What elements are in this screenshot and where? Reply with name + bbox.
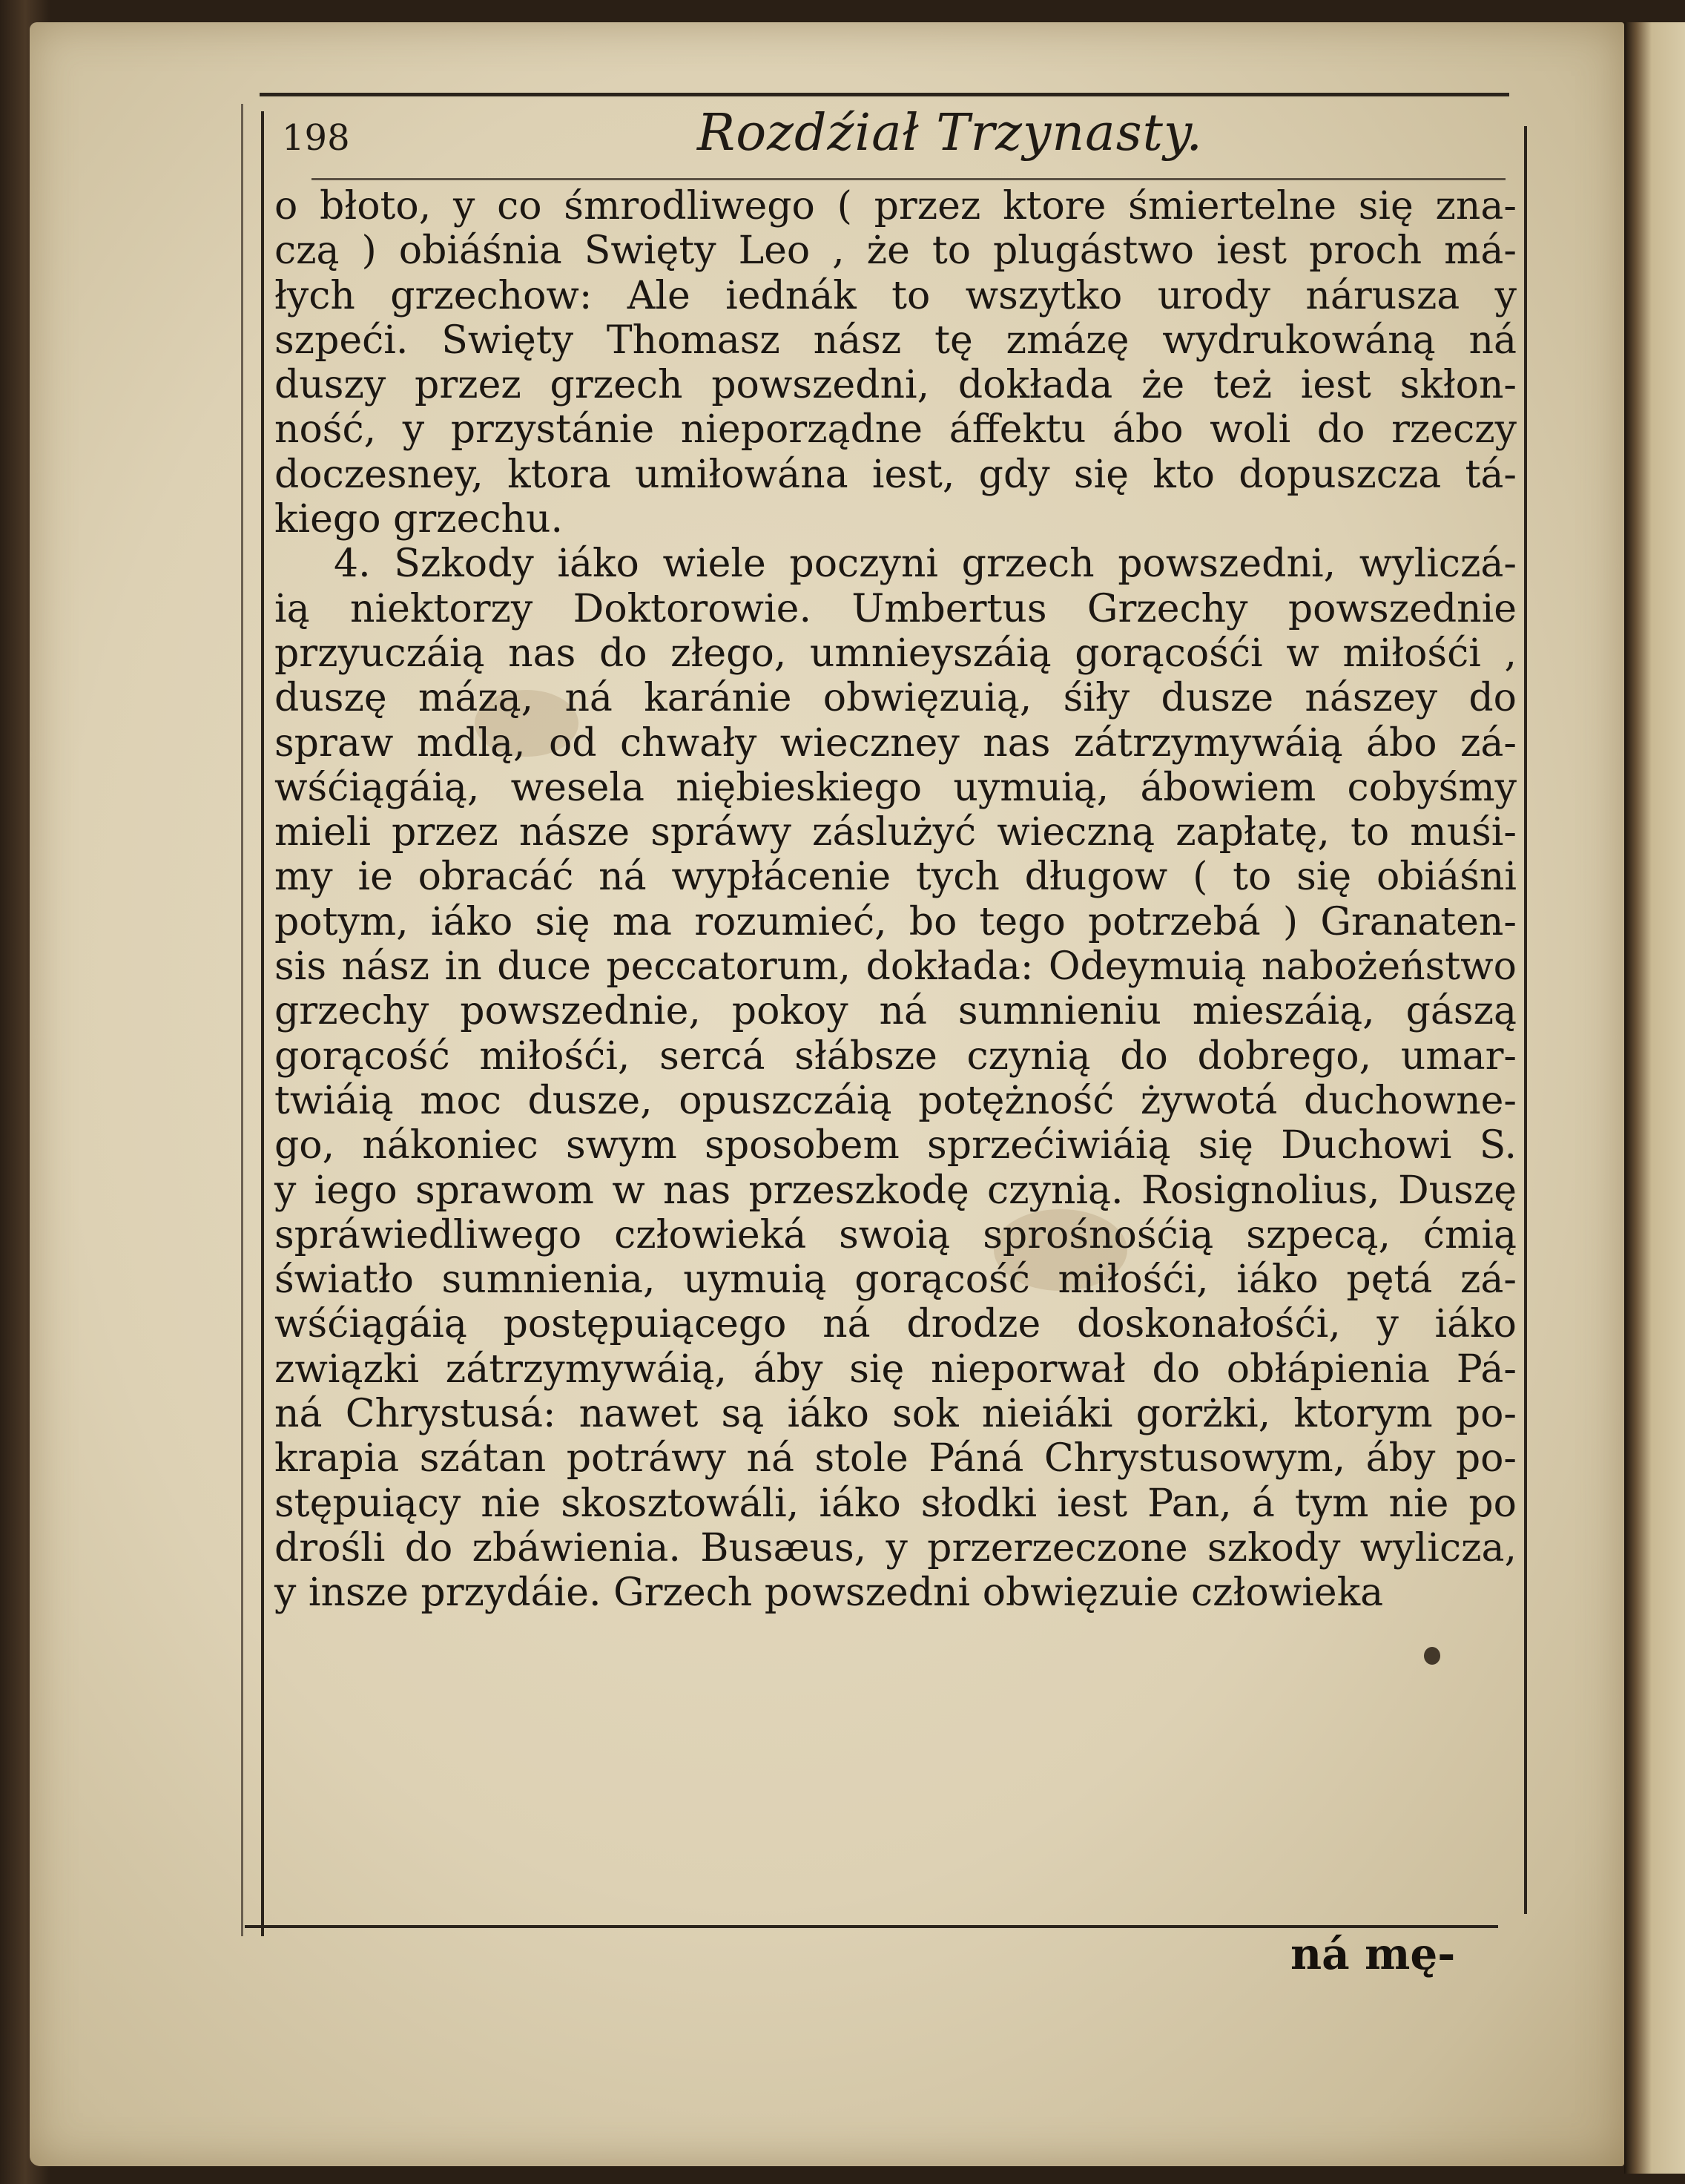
text-line: duszy przez grzech powszedni, dokłada że też iest skłon- — [274, 363, 1517, 408]
bottom-rule — [245, 1925, 1498, 1928]
ink-spot — [1424, 1647, 1440, 1665]
text-line: gorącość miłośći, sercá słábsze czynią do dobrego, umar- — [274, 1033, 1517, 1079]
body-text — [274, 184, 1517, 1616]
text-line: przyuczáią nas do złego, umnieyszáią gorącośći w miłośći , — [274, 631, 1517, 676]
text-line: my ie obracáć ná wypłácenie tych długow ( to się obiáśni — [274, 855, 1517, 900]
page-header — [282, 104, 1513, 178]
text-line: czą ) obiáśnia Swięty Leo , że to plugástwo iest proch má- — [274, 228, 1517, 274]
page-number: 198 — [282, 117, 350, 159]
left-rule — [261, 111, 264, 1936]
text-line: ność, y przystánie nieporządne áffektu ábo woli do rzeczy — [274, 407, 1517, 453]
text-line: drośli do zbáwienia. Busæus, y przerzeczone szkody wylicza, — [274, 1525, 1517, 1570]
text-line: kiego grzechu. — [274, 497, 563, 542]
right-rule — [1524, 126, 1527, 1914]
text-line: wśćiągáią, wesela niębieskiego uymuią, ábowiem cobyśmy — [274, 765, 1517, 810]
text-line: stępuiący nie skosztowáli, iáko słodki iest Pan, á tym nie po — [274, 1481, 1517, 1526]
text-line: ią niektorzy Doktorowie. Umbertus Grzechy powszednie — [274, 586, 1517, 631]
text-line: duszę mázą, ná karánie obwięzuią, śiły dusze nászey do — [274, 676, 1517, 721]
text-line: twiáią moc dusze, opuszczáią potężność żywotá duchowne- — [274, 1078, 1517, 1123]
text-line: sis nász in duce peccatorum, dokłada: Odeymuią nabożeństwo — [274, 944, 1517, 990]
text-line: ná Chrystusá: nawet są iáko sok nieiáki gorżki, ktorym po- — [274, 1392, 1517, 1437]
catchword: ná mę- — [1290, 1929, 1456, 1979]
next-page-edge — [1624, 22, 1685, 2174]
text-line: go, nákoniec swym sposobem sprzećiwiáią się Duchowi S. — [274, 1123, 1517, 1168]
text-line: y iego sprawom w nas przeszkodę czynią. Rosignolius, Duszę — [274, 1168, 1517, 1213]
text-line: łych grzechow: Ale iednák to wszytko urody nárusza y — [274, 273, 1517, 318]
text-line: spráwiedliwego człowieká swoią sprośnośćią szpecą, ćmią — [274, 1212, 1517, 1257]
text-line: mieli przez násze spráwy záslużyć wieczną zapłatę, to muśi- — [274, 810, 1517, 855]
header-rule — [311, 178, 1506, 180]
text-line: o błoto, y co śmrodliwego ( przez ktore śmiertelne się zna- — [274, 184, 1517, 228]
text-line: potym, iáko się ma rozumieć, bo tego potrzebá ) Granaten- — [274, 899, 1517, 944]
text-line: doczesney, ktora umiłowána iest, gdy się kto dopuszcza tá- — [274, 452, 1517, 497]
text-line: spraw mdlą, od chwały wieczney nas zátrzymywáią ábo zá- — [274, 720, 1517, 766]
running-title: Rozdźiał Trzynasty. — [697, 104, 1203, 162]
top-rule — [260, 93, 1509, 96]
text-line: grzechy powszednie, pokoy ná sumnieniu mieszáią, gászą — [274, 989, 1517, 1034]
text-line: krapia szátan potráwy ná stole Páná Chrystusowym, áby po- — [274, 1436, 1517, 1481]
text-line: 4. Szkody iáko wiele poczyni grzech powszedni, wyliczá- — [334, 542, 1517, 587]
text-line: światło sumnienia, uymuią gorącość miłośći, iáko pętá zá- — [274, 1257, 1517, 1303]
text-line: y insze przydáie. Grzech powszedni obwięzuie człowieka — [274, 1570, 1384, 1616]
text-line: szpeći. Swięty Thomasz nász tę zmázę wydrukowáną ná — [274, 318, 1517, 363]
text-line: związki zátrzymywáią, áby się nieporwał do obłápienia Pá- — [274, 1346, 1517, 1392]
text-line: wśćiągáią postępuiącego ná drodze doskonałośći, y iáko — [274, 1302, 1517, 1347]
left-outer-rule — [241, 104, 243, 1936]
